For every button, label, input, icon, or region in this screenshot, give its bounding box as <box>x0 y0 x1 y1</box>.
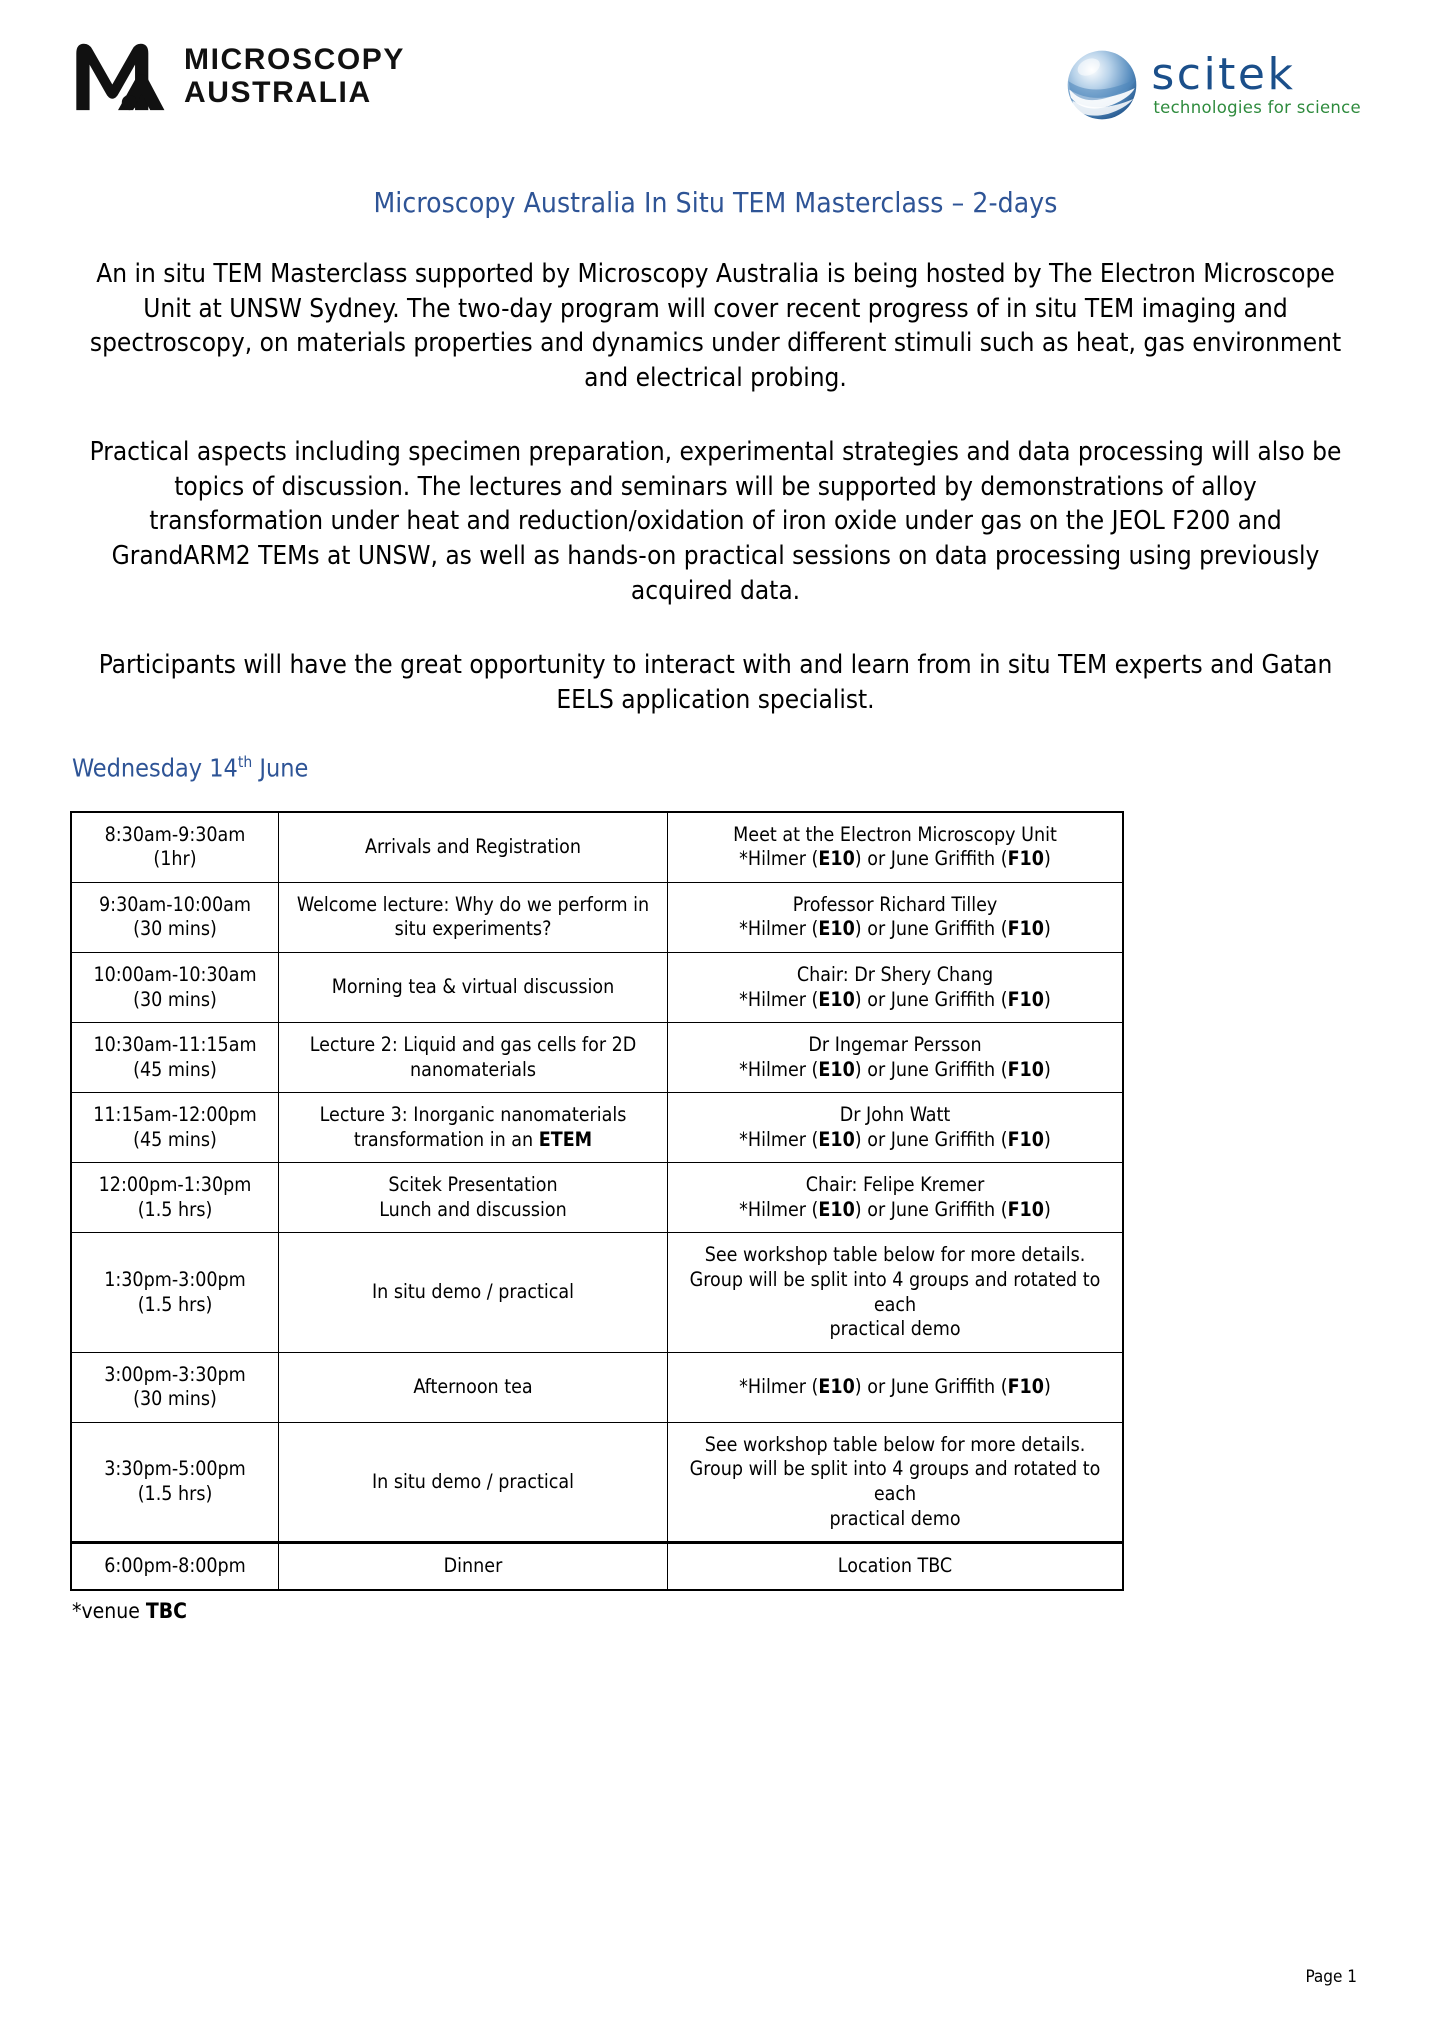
scitek-tagline: technologies for science <box>1153 98 1361 118</box>
schedule-time-line: (30 mins) <box>133 917 217 941</box>
schedule-venue-line: Location TBC <box>837 1554 953 1578</box>
schedule-time-line: 10:30am-11:15am <box>93 1033 257 1057</box>
schedule-time-line: 3:30pm-5:00pm <box>104 1457 246 1481</box>
table-row <box>71 812 1123 883</box>
ma-monogram-icon <box>70 40 166 112</box>
day-heading <box>72 753 1361 782</box>
schedule-time-cell <box>71 1352 279 1422</box>
schedule-time-cell <box>71 1023 279 1093</box>
table-row <box>71 1422 1123 1542</box>
schedule-venue-contact-line: *Hilmer (E10) or June Griffith (F10) <box>739 1057 1051 1081</box>
schedule-time-line: (45 mins) <box>133 1057 217 1081</box>
schedule-activity-line: Welcome lecture: Why do we perform in <box>296 892 650 916</box>
ma-wordmark-line1: MICROSCOPY <box>184 43 406 76</box>
schedule-venue-cell <box>668 1543 1124 1590</box>
schedule-venue-contact-line: *Hilmer (E10) or June Griffith (F10) <box>739 847 1051 871</box>
schedule-time-line: (30 mins) <box>133 987 217 1011</box>
schedule-venue-line: Professor Richard Tilley <box>792 892 998 916</box>
table-row <box>71 952 1123 1022</box>
table-row <box>71 1543 1123 1590</box>
schedule-activity-cell <box>279 1352 668 1422</box>
schedule-time-cell <box>71 1093 279 1163</box>
schedule-activity-cell <box>279 1093 668 1163</box>
schedule-time-cell <box>71 882 279 952</box>
schedule-venue-contact-line: *Hilmer (E10) or June Griffith (F10) <box>739 917 1051 941</box>
intro-paragraph-1: An in situ TEM Masterclass supported by Microscopy Australia is being hosted by The Electron Microscope Unit at UNSW Sydney. The two-day program will cover recent progress of in situ TEM imaging and spectroscopy, on materials properties and dynamics under different stimuli such as heat, gas environment and electrical probing. <box>89 259 1342 393</box>
schedule-venue-line: practical demo <box>829 1317 961 1341</box>
schedule-time-cell <box>71 1163 279 1233</box>
schedule-venue-cell <box>668 1023 1124 1093</box>
venue-footnote-prefix: *venue <box>72 1598 146 1623</box>
schedule-activity-line: situ experiments? <box>394 917 552 941</box>
schedule-time-line: (1.5 hrs) <box>137 1197 213 1221</box>
table-row <box>71 1023 1123 1093</box>
page-title: Microscopy Australia In Situ TEM Masterclass – 2-days <box>373 186 1058 219</box>
schedule-venue-contact-line: *Hilmer (E10) or June Griffith (F10) <box>739 1197 1051 1221</box>
schedule-venue-contact-line: *Hilmer (E10) or June Griffith (F10) <box>739 987 1051 1011</box>
venue-footnote-bold: TBC <box>145 1598 187 1623</box>
schedule-activity-cell <box>279 1422 668 1542</box>
schedule-activity-line: Lunch and discussion <box>379 1197 567 1221</box>
schedule-venue-line: Group will be split into 4 groups and rotated to each <box>689 1268 1101 1316</box>
schedule-activity-cell <box>279 882 668 952</box>
table-row <box>71 1352 1123 1422</box>
schedule-activity-line: In situ demo / practical <box>371 1280 575 1304</box>
schedule-activity-cell <box>279 1233 668 1352</box>
schedule-activity-line: transformation in an ETEM <box>353 1127 593 1151</box>
schedule-activity-cell <box>279 812 668 883</box>
intro-paragraph-2: Practical aspects including specimen preparation, experimental strategies and data processing will also be topics of discussion. The lectures and seminars will be supported by demonstrations of alloy transformation under heat and reduction/oxidation of iron oxide under gas on the JEOL F200 and GrandARM2 TEMs at UNSW, as well as hands-on practical sessions on data processing using previously acquired data. <box>89 437 1342 606</box>
schedule-time-line: 8:30am-9:30am <box>104 822 246 846</box>
schedule-activity-cell <box>279 1023 668 1093</box>
document-header <box>70 0 1361 150</box>
schedule-venue-cell <box>668 812 1124 883</box>
schedule-venue-line: See workshop table below for more details. <box>704 1243 1086 1267</box>
schedule-venue-cell <box>668 1422 1124 1542</box>
schedule-time-line: 1:30pm-3:00pm <box>104 1268 246 1291</box>
schedule-time-cell <box>71 1233 279 1352</box>
day-heading-number: 14 <box>209 753 238 783</box>
schedule-time-line: 10:00am-10:30am <box>93 962 257 986</box>
schedule-venue-line: Dr Ingemar Persson <box>808 1033 982 1057</box>
schedule-activity-line: In situ demo / practical <box>371 1469 575 1493</box>
schedule-venue-cell <box>668 1163 1124 1233</box>
schedule-venue-line: Meet at the Electron Microscopy Unit <box>733 822 1057 846</box>
scitek-logo <box>1063 46 1361 124</box>
schedule-time-line: 11:15am-12:00pm <box>93 1103 257 1127</box>
schedule-activity-line: Afternoon tea <box>413 1374 533 1398</box>
table-row <box>71 1163 1123 1233</box>
schedule-time-line: (1.5 hrs) <box>137 1292 213 1316</box>
day-heading-month: June <box>252 753 309 783</box>
schedule-activity-line: Morning tea & virtual discussion <box>331 975 615 999</box>
schedule-venue-cell <box>668 1352 1124 1422</box>
schedule-time-cell <box>71 1543 279 1590</box>
intro-paragraph-3: Participants will have the great opportunity to interact with and learn from in situ TEM experts and Gatan EELS application specialist. <box>98 650 1333 715</box>
schedule-activity-line: Lecture 2: Liquid and gas cells for 2D <box>309 1033 637 1057</box>
schedule-time-line: 3:00pm-3:30pm <box>104 1362 246 1386</box>
day-heading-weekday: Wednesday <box>72 753 210 783</box>
schedule-activity-line: Arrivals and Registration <box>365 834 581 858</box>
schedule-venue-cell <box>668 882 1124 952</box>
schedule-time-line: 12:00pm-1:30pm <box>98 1173 252 1197</box>
schedule-venue-contact-line: *Hilmer (E10) or June Griffith (F10) <box>739 1127 1051 1151</box>
schedule-time-cell <box>71 952 279 1022</box>
schedule-venue-cell <box>668 952 1124 1022</box>
page-number: Page 1 <box>1305 1967 1357 1987</box>
schedule-activity-cell <box>279 1163 668 1233</box>
schedule-activity-line: nanomaterials <box>409 1057 537 1081</box>
schedule-venue-contact-line: *Hilmer (E10) or June Griffith (F10) <box>739 1374 1051 1398</box>
scitek-wordmark <box>1151 49 1361 118</box>
schedule-venue-line: Dr John Watt <box>839 1103 951 1127</box>
scitek-name: scitek <box>1151 49 1296 101</box>
schedule-table-body <box>71 812 1123 1590</box>
table-row <box>71 1233 1123 1352</box>
schedule-venue-cell <box>668 1233 1124 1352</box>
schedule-time-line: (1.5 hrs) <box>137 1481 213 1505</box>
schedule-time-cell <box>71 812 279 883</box>
schedule-activity-cell <box>279 952 668 1022</box>
schedule-time-line: (30 mins) <box>133 1387 217 1411</box>
schedule-venue-line: Group will be split into 4 groups and rotated to each <box>689 1457 1101 1505</box>
ma-wordmark-line2: AUSTRALIA <box>184 76 372 109</box>
table-row <box>71 882 1123 952</box>
microscopy-australia-wordmark <box>184 43 405 109</box>
venue-footnote <box>72 1599 1361 1623</box>
schedule-venue-line: practical demo <box>829 1506 961 1530</box>
schedule-activity-cell <box>279 1543 668 1590</box>
schedule-activity-line: Lecture 3: Inorganic nanomaterials <box>319 1103 627 1127</box>
microscopy-australia-logo <box>70 40 405 112</box>
schedule-table <box>70 811 1124 1591</box>
schedule-time-line: (45 mins) <box>133 1127 217 1151</box>
schedule-venue-line: See workshop table below for more details. <box>704 1432 1086 1456</box>
day-heading-ordinal: th <box>237 753 253 772</box>
schedule-time-line: 6:00pm-8:00pm <box>104 1554 246 1578</box>
schedule-time-line: 9:30am-10:00am <box>99 892 251 916</box>
schedule-time-line: (1hr) <box>153 847 197 871</box>
scitek-sphere-icon <box>1063 46 1141 124</box>
schedule-activity-line: Dinner <box>443 1554 503 1578</box>
schedule-venue-line: Chair: Felipe Kremer <box>805 1173 985 1197</box>
table-row <box>71 1093 1123 1163</box>
schedule-time-cell <box>71 1422 279 1542</box>
schedule-venue-cell <box>668 1093 1124 1163</box>
schedule-venue-line: Chair: Dr Shery Chang <box>796 962 994 986</box>
schedule-activity-line: Scitek Presentation <box>388 1173 558 1197</box>
